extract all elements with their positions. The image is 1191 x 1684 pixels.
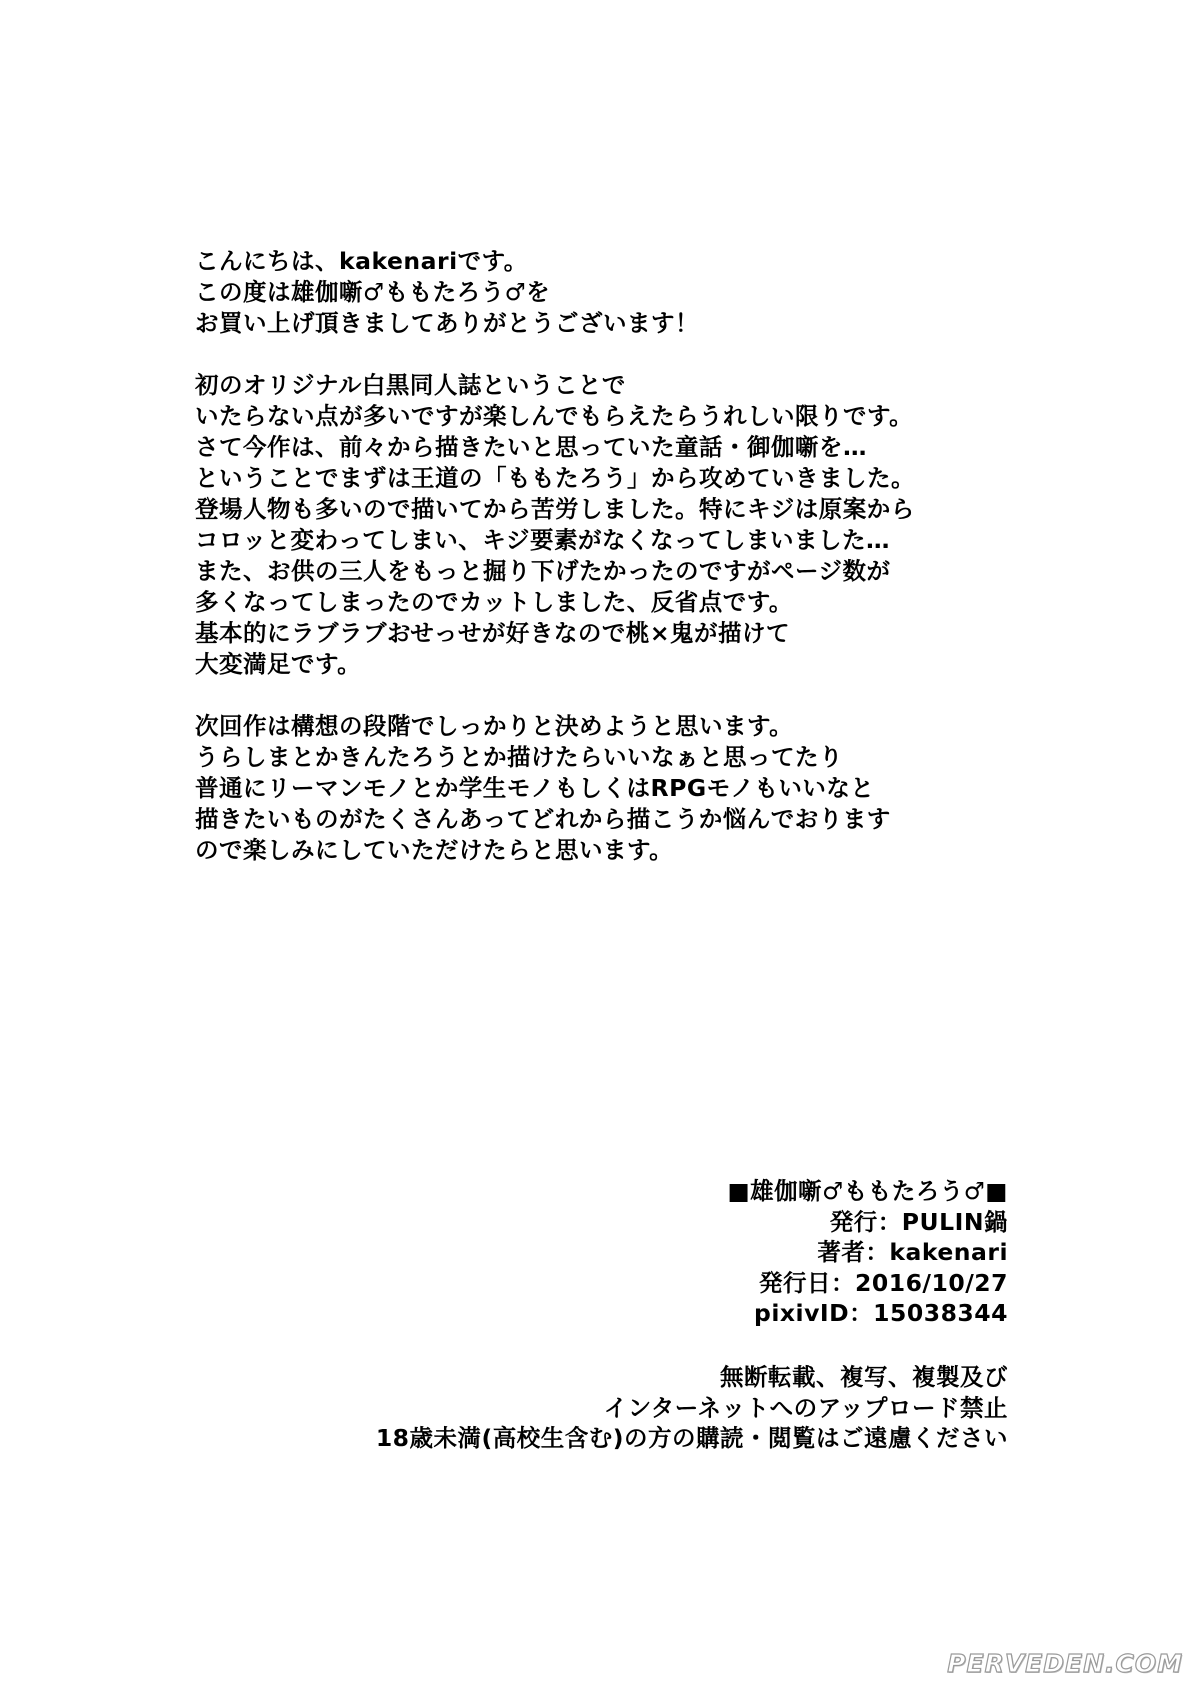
text-line: コロッと変わってしまい、キジ要素がなくなってしまいました… xyxy=(195,526,891,554)
colophon xyxy=(308,1176,1008,1329)
afterword-paragraph-1 xyxy=(195,246,1015,339)
text-line: 登場人物も多いので描いてから苦労しました。特にキジは原案から xyxy=(195,495,915,523)
text-line: さて今作は、前々から描きたいと思っていた童話・御伽噺を… xyxy=(195,433,867,461)
text-line: 基本的にラブラブおせっせが好きなので桃×鬼が描けて xyxy=(195,619,791,647)
text-line: また、お供の三人をもっと掘り下げたかったのですがページ数が xyxy=(195,557,891,585)
text-line: お買い上げ頂きましてありがとうございます！ xyxy=(195,309,699,337)
text-line: いたらない点が多いですが楽しんでもらえたらうれしい限りです。 xyxy=(195,402,914,430)
site-watermark: PERVEDEN.COM xyxy=(947,1649,1183,1678)
notice-line: インターネットへのアップロード禁止 xyxy=(603,1393,1008,1422)
paragraph-gap xyxy=(195,339,1015,370)
text-line: 描きたいものがたくさんあってどれから描こうか悩んでおります xyxy=(195,805,891,833)
colophon-date: 発行日：2016/10/27 xyxy=(759,1268,1008,1297)
colophon-pixiv-id: pixivID：15038344 xyxy=(754,1299,1008,1327)
text-line: 普通にリーマンモノとか学生モノもしくはRPGモノもいいなと xyxy=(195,774,875,802)
copyright-notice xyxy=(208,1362,1008,1454)
colophon-author: 著者：kakenari xyxy=(817,1238,1008,1266)
afterword-paragraph-3 xyxy=(195,711,1015,866)
afterword-paragraph-2 xyxy=(195,370,1015,680)
colophon-title: ■雄伽噺♂ももたろう♂■ xyxy=(727,1177,1008,1205)
text-line: ので楽しみにしていただけたらと思います。 xyxy=(195,836,674,864)
text-line: こんにちは、kakenariです。 xyxy=(195,247,528,275)
notice-line: 無断転載、複写、複製及び xyxy=(720,1363,1008,1391)
paragraph-gap xyxy=(195,680,1015,711)
text-line: うらしまとかきんたろうとか描けたらいいなぁと思ってたり xyxy=(195,743,843,771)
notice-line: 18歳未満(高校生含む)の方の購読・閲覧はご遠慮ください xyxy=(375,1424,1008,1452)
text-line: ということでまずは王道の「ももたろう」から攻めていきました。 xyxy=(195,464,915,492)
colophon-publisher: 発行：PULIN鍋 xyxy=(829,1207,1008,1236)
text-line: 多くなってしまったのでカットしました、反省点です。 xyxy=(195,588,793,616)
afterword-text xyxy=(195,246,1015,866)
text-line: 初のオリジナル白黒同人誌ということで xyxy=(195,371,626,399)
text-line: この度は雄伽噺♂ももたろう♂を xyxy=(195,278,551,306)
text-line: 次回作は構想の段階でしっかりと決めようと思います。 xyxy=(195,712,794,740)
text-line: 大変満足です。 xyxy=(195,650,362,678)
